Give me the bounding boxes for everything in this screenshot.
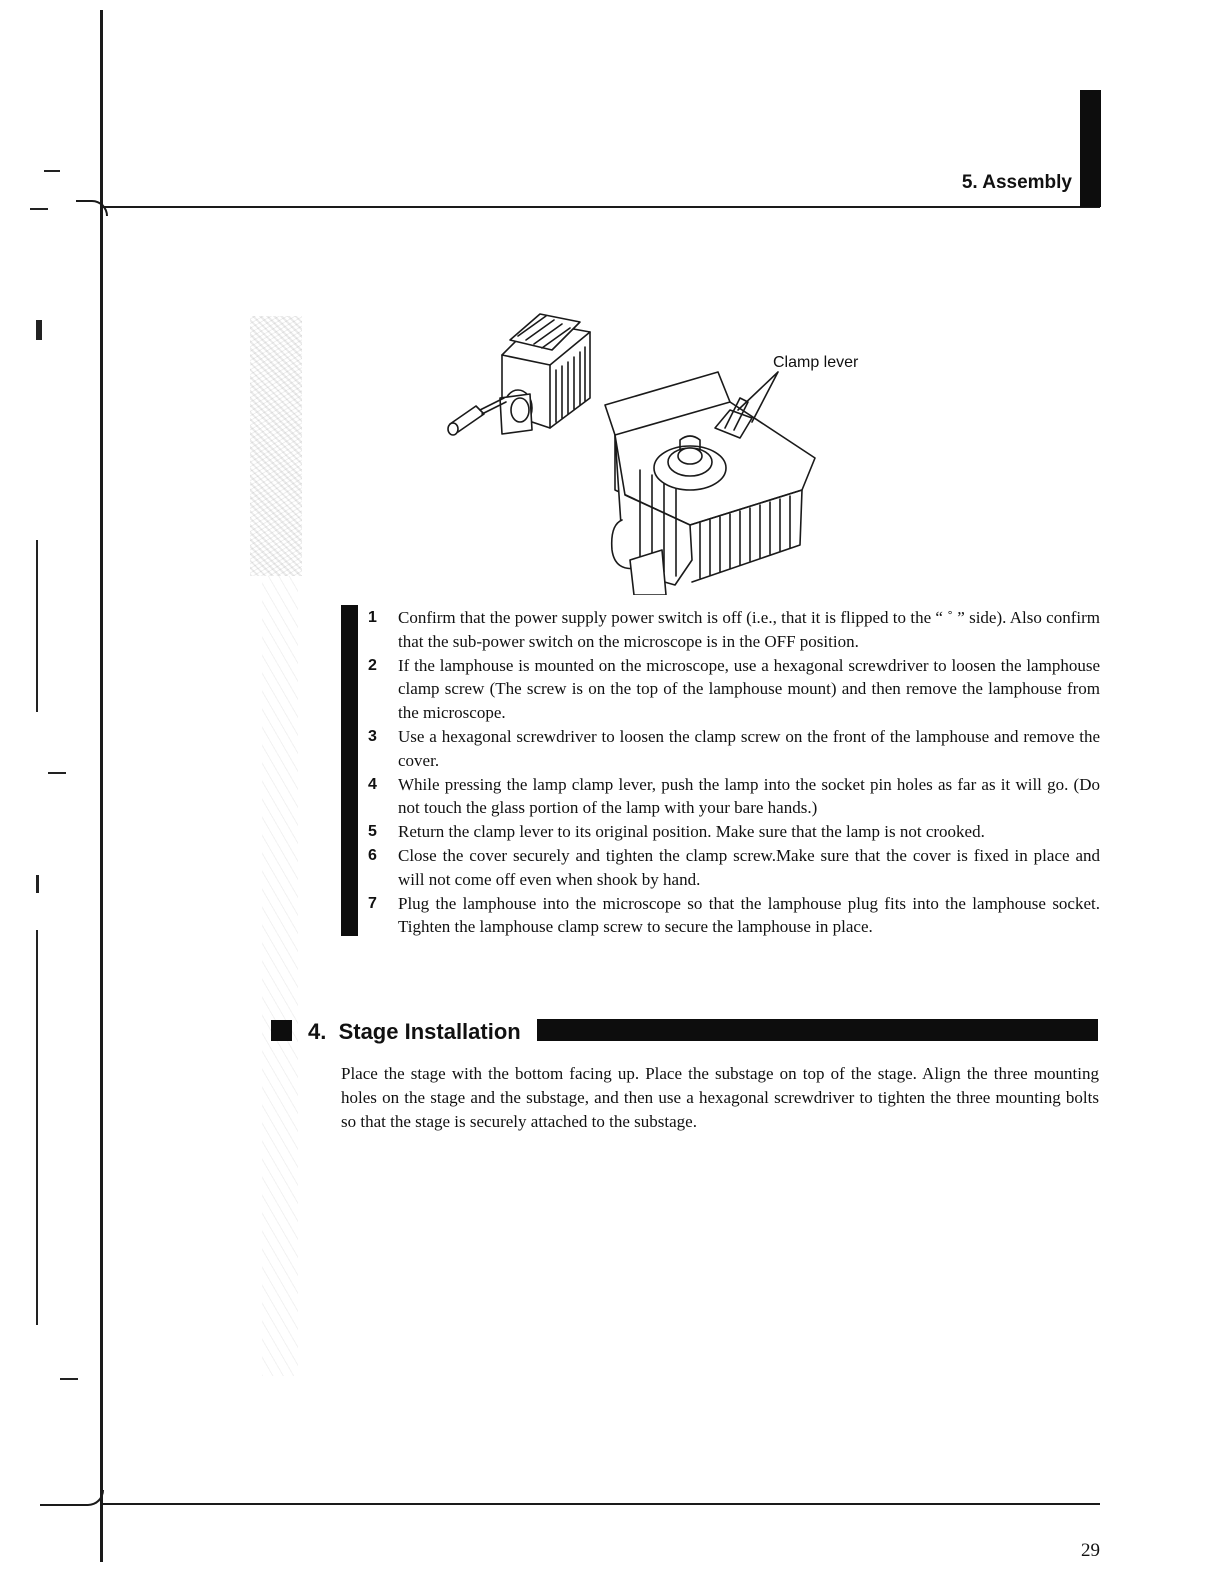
clamp-lever-callout: Clamp lever [773, 354, 859, 371]
footer-rule [103, 1503, 1100, 1505]
section-marker-square [271, 1020, 292, 1041]
list-item [366, 820, 1100, 844]
scan-mark [36, 540, 38, 712]
scan-mark [36, 930, 38, 1325]
step-number: 5 [368, 823, 377, 841]
procedure-side-bar [341, 605, 358, 936]
list-item [366, 606, 1100, 654]
procedure-steps [366, 606, 1100, 939]
chapter-title: 5. Assembly [961, 172, 1072, 193]
step-text: Plug the lamphouse into the microscope so that the lamphouse plug fits into the lamphouse socket. Tighten the lamphouse clamp screw to secure the lamphouse in place. [398, 893, 1100, 937]
step-number: 7 [368, 894, 377, 912]
section-body-text: Place the stage with the bottom facing up. Place the substage on top of the stage. Align the three mounting holes on the stage and the substage, and then use a hexagonal screwdriver to tighten the three mounting bolts so that the stage is securely attached to the substage. [341, 1064, 1099, 1131]
opened-lamphouse [605, 372, 815, 595]
scan-mark [30, 208, 48, 210]
lamphouse-illustration [440, 310, 880, 595]
scan-mark [36, 875, 39, 893]
scan-mark [36, 320, 42, 340]
header-rule-curve [76, 200, 108, 216]
list-item [366, 654, 1100, 725]
list-item [366, 725, 1100, 773]
footer-rule-curve [40, 1490, 104, 1506]
scan-mark [44, 170, 60, 172]
section-heading: 4. Stage Installation [308, 1019, 521, 1044]
list-item [366, 773, 1100, 821]
step-number: 4 [368, 775, 377, 793]
list-item [366, 892, 1100, 940]
step-number: 3 [368, 727, 377, 745]
step-number: 6 [368, 846, 377, 864]
list-item [366, 844, 1100, 892]
scan-mark [60, 1378, 78, 1380]
section-heading-bar [537, 1019, 1098, 1041]
step-text: While pressing the lamp clamp lever, push the lamp into the socket pin holes as far as it will go. (Do not touch the glass portion of the lamp with your bare hands.) [398, 774, 1100, 818]
scan-mark [48, 772, 66, 774]
scan-edge-texture [250, 316, 302, 576]
header-rule [103, 206, 1100, 208]
closed-lamphouse [500, 314, 590, 434]
binding-line [100, 10, 103, 1562]
chapter-tab-marker [1080, 90, 1101, 207]
step-text: Close the cover securely and tighten the clamp screw.Make sure that the cover is fixed in place and will not come off even when shook by hand. [398, 845, 1100, 889]
scan-edge-texture-faint [262, 576, 298, 1376]
step-text: Confirm that the power supply power switch is off (i.e., that it is flipped to the “ ˚ ” side). Also confirm that the sub-power switch on the microscope is in the OFF position. [398, 608, 1100, 651]
step-text: If the lamphouse is mounted on the microscope, use a hexagonal screwdriver to loosen the lamphouse clamp screw (The screw is on the top of the lamphouse mount) and then remove the lamphouse from the microscope. [398, 655, 1100, 723]
step-text: Use a hexagonal screwdriver to loosen the clamp screw on the front of the lamphouse and remove the cover. [398, 726, 1100, 770]
hex-screwdriver [448, 398, 506, 435]
step-number: 1 [368, 609, 377, 626]
page-number: 29 [1081, 1540, 1100, 1561]
step-text: Return the clamp lever to its original position. Make sure that the lamp is not crooked. [398, 822, 985, 842]
step-number: 2 [368, 656, 377, 674]
